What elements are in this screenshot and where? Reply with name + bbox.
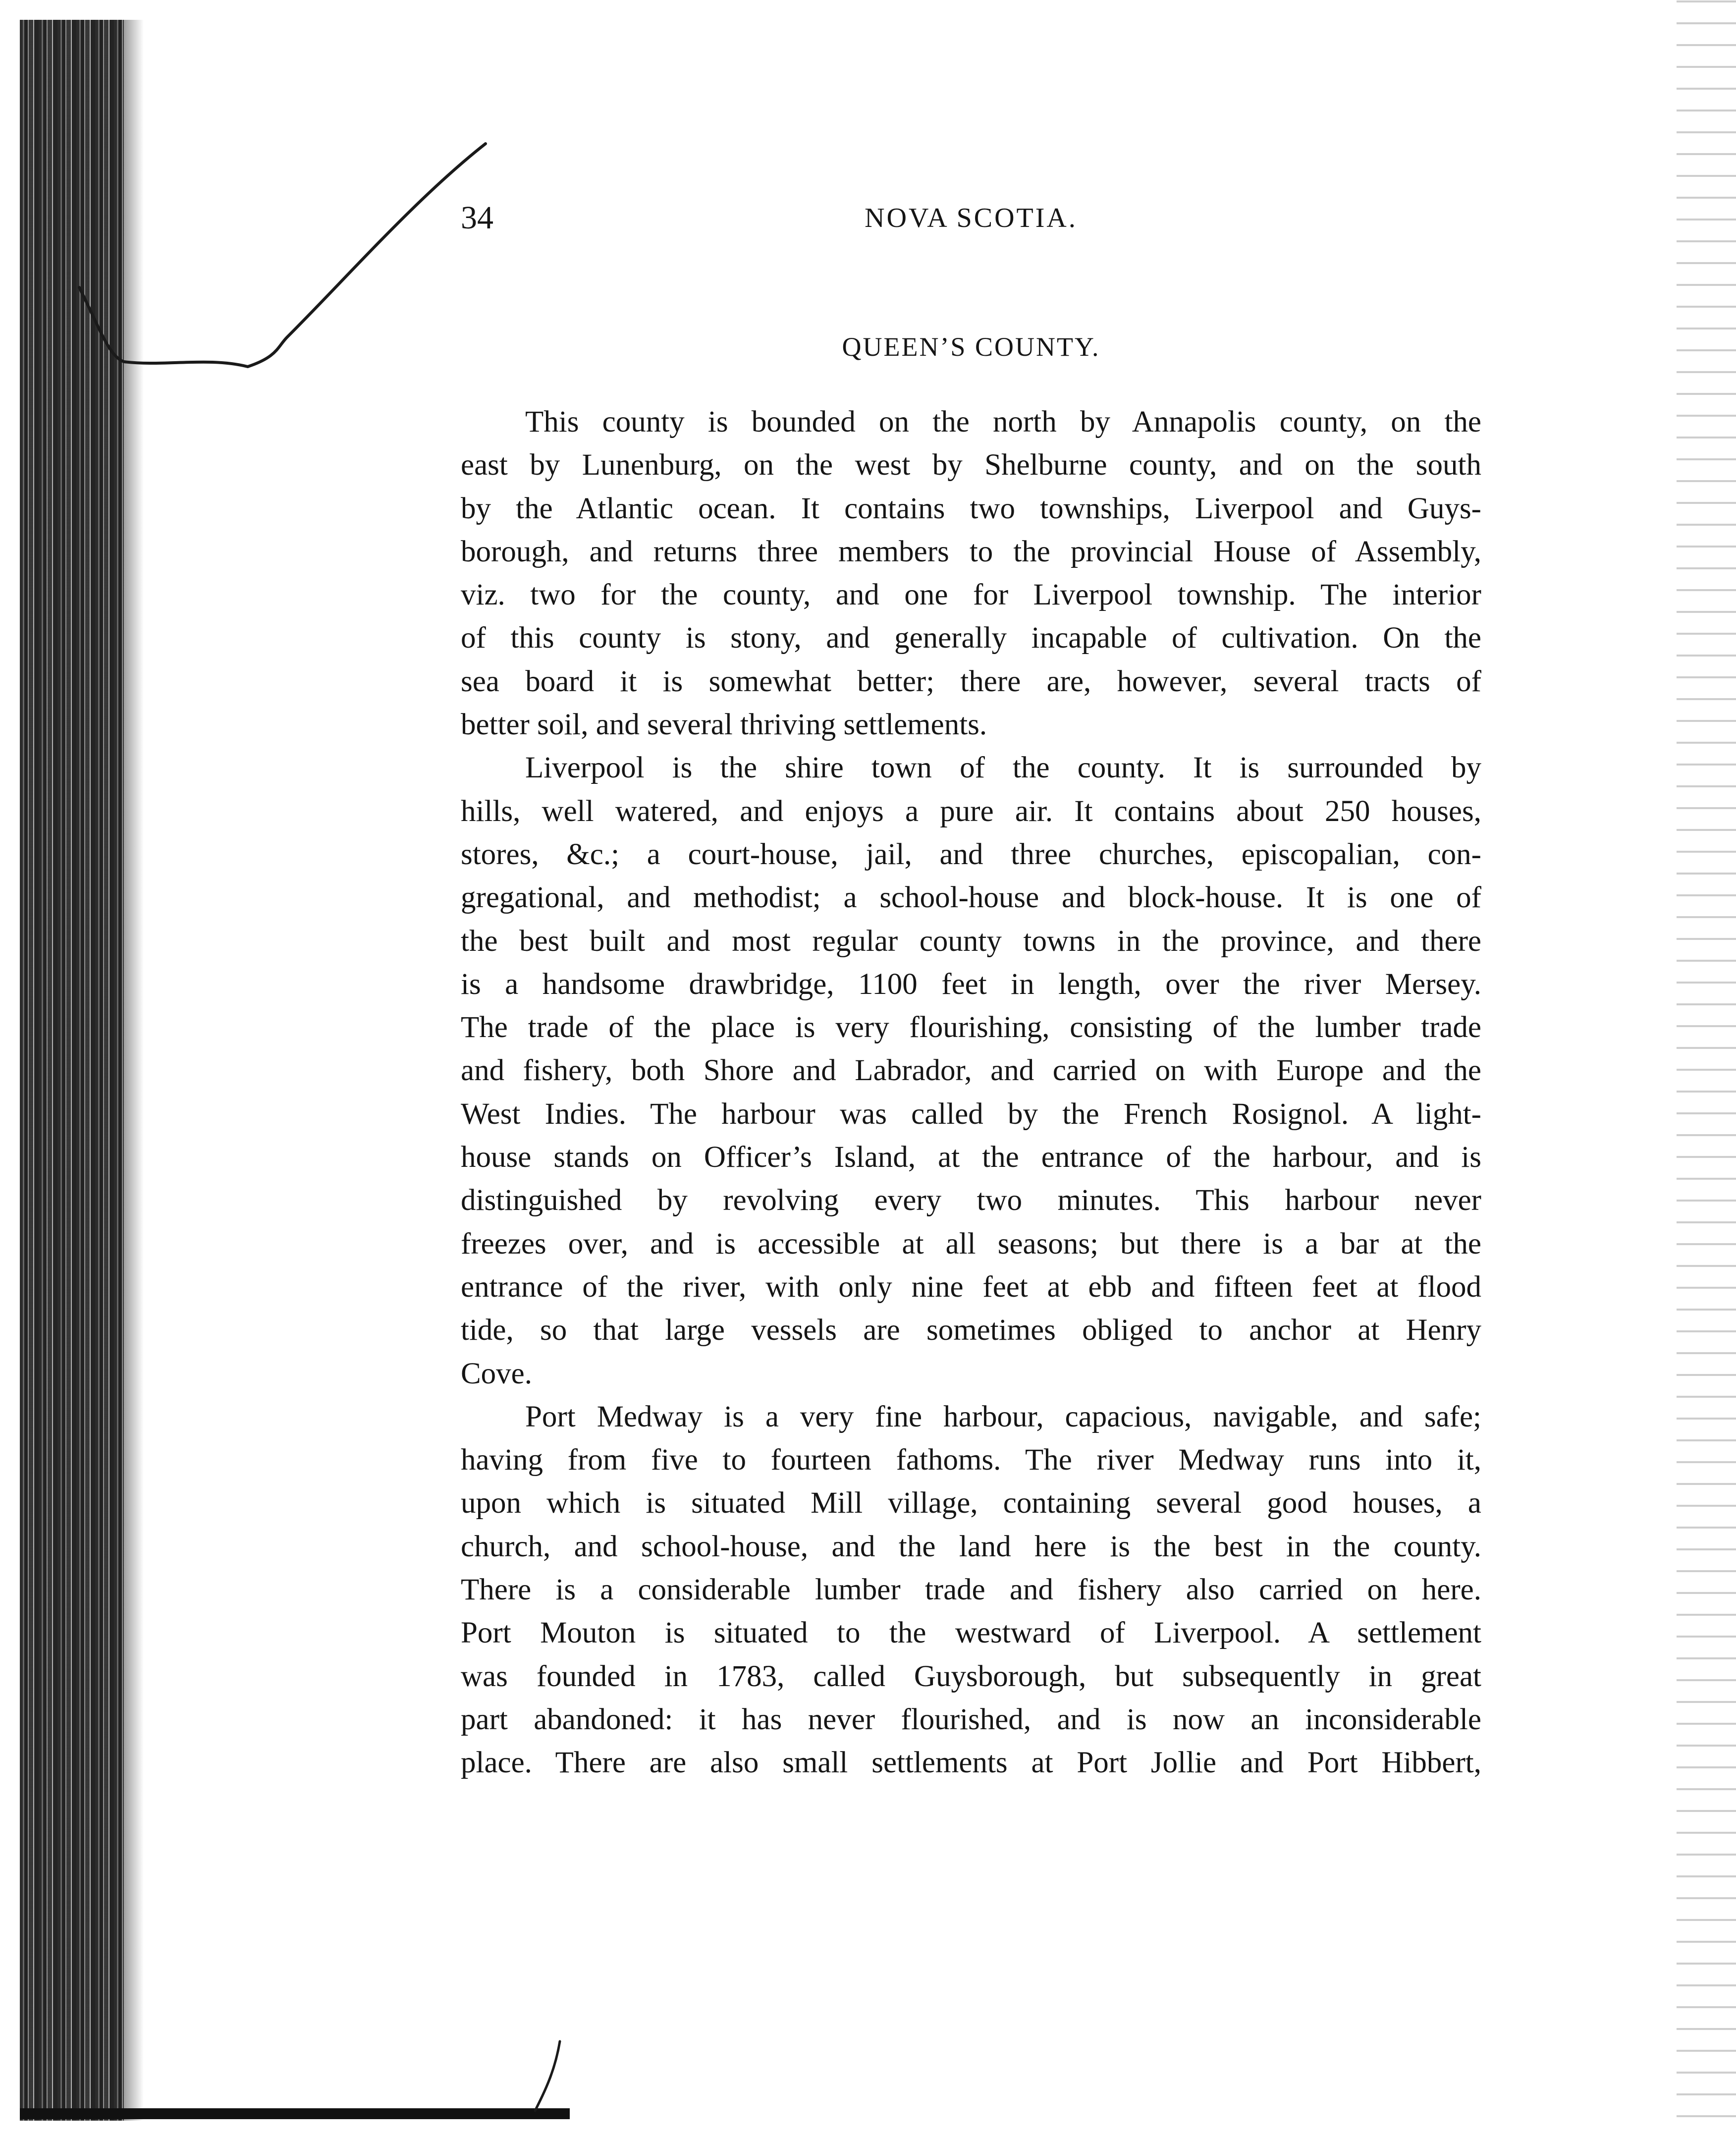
text-line: Port Mouton is situated to the westward of Liverpool. A settlement	[461, 1616, 1481, 1650]
text-line: Liverpool is the shire town of the county. It is surrounded by	[525, 751, 1481, 785]
book-binding-edge	[20, 20, 124, 2121]
text-line: church, and school-house, and the land here is the best in the county.	[461, 1530, 1481, 1563]
text-line: entrance of the river, with only nine feet at ebb and fifteen feet at flood	[461, 1270, 1481, 1304]
text-line: Cove.	[461, 1357, 533, 1390]
text-line: stores, &c.; a court-house, jail, and three churches, episcopalian, con-	[461, 837, 1481, 871]
running-title: NOVA SCOTIA.	[865, 203, 1078, 233]
text-line: better soil, and several thriving settlements.	[461, 708, 987, 742]
text-line: the best built and most regular county towns in the province, and there	[461, 924, 1481, 958]
text-line: and fishery, both Shore and Labrador, and carried on with Europe and the	[461, 1054, 1481, 1088]
text-line: borough, and returns three members to the provincial House of Assembly,	[461, 535, 1481, 568]
text-line: Port Medway is a very fine harbour, capacious, navigable, and safe;	[525, 1400, 1481, 1433]
text-line: sea board it is somewhat better; there are, however, several tracts of	[461, 664, 1481, 698]
text-line: This county is bounded on the north by Annapolis county, on the	[525, 405, 1481, 438]
paragraph-2	[461, 746, 1481, 1395]
page-number: 34	[461, 200, 493, 236]
paragraph-3	[461, 1395, 1481, 1785]
text-line: hills, well watered, and enjoys a pure air. It contains about 250 houses,	[461, 794, 1481, 828]
text-line: place. There are also small settlements at Port Jollie and Port Hibbert,	[461, 1746, 1481, 1780]
text-line: east by Lunenburg, on the west by Shelburne county, and on the south	[461, 448, 1481, 482]
text-line: freezes over, and is accessible at all seasons; but there is a bar at the	[461, 1227, 1481, 1260]
paragraph-1	[461, 400, 1481, 746]
text-line: having from five to fourteen fathoms. The river Medway runs into it,	[461, 1443, 1481, 1477]
text-line: was founded in 1783, called Guysborough, but subsequently in great	[461, 1659, 1481, 1693]
text-line: house stands on Officer’s Island, at the entrance of the harbour, and is	[461, 1141, 1481, 1174]
body-text	[461, 400, 1481, 1785]
text-line: There is a considerable lumber trade and fishery also carried on here.	[461, 1573, 1481, 1607]
text-line: upon which is situated Mill village, containing several good houses, a	[461, 1486, 1481, 1520]
text-line: part abandoned: it has never flourished, and is now an inconsiderable	[461, 1702, 1481, 1736]
text-line: by the Atlantic ocean. It contains two townships, Liverpool and Guys-	[461, 492, 1481, 525]
text-line: of this county is stony, and generally incapable of cultivation. On the	[461, 621, 1481, 655]
binding-shadow	[124, 20, 144, 2121]
bottom-edge-mark	[20, 2108, 570, 2119]
right-edge-scan-noise	[1677, 0, 1736, 2137]
text-line: distinguished by revolving every two minutes. This harbour never	[461, 1184, 1481, 1217]
text-line: is a handsome drawbridge, 1100 feet in length, over the river Mersey.	[461, 967, 1481, 1001]
section-heading: QUEEN’S COUNTY.	[842, 332, 1100, 362]
running-head	[461, 196, 1481, 240]
text-line: tide, so that large vessels are sometimes obliged to anchor at Henry	[461, 1314, 1481, 1347]
text-line: West Indies. The harbour was called by the French Rosignol. A light-	[461, 1097, 1481, 1131]
text-line: viz. two for the county, and one for Liverpool township. The interior	[461, 578, 1481, 612]
text-line: The trade of the place is very flourishing, consisting of the lumber trade	[461, 1011, 1481, 1044]
text-line: gregational, and methodist; a school-house and block-house. It is one of	[461, 881, 1481, 915]
